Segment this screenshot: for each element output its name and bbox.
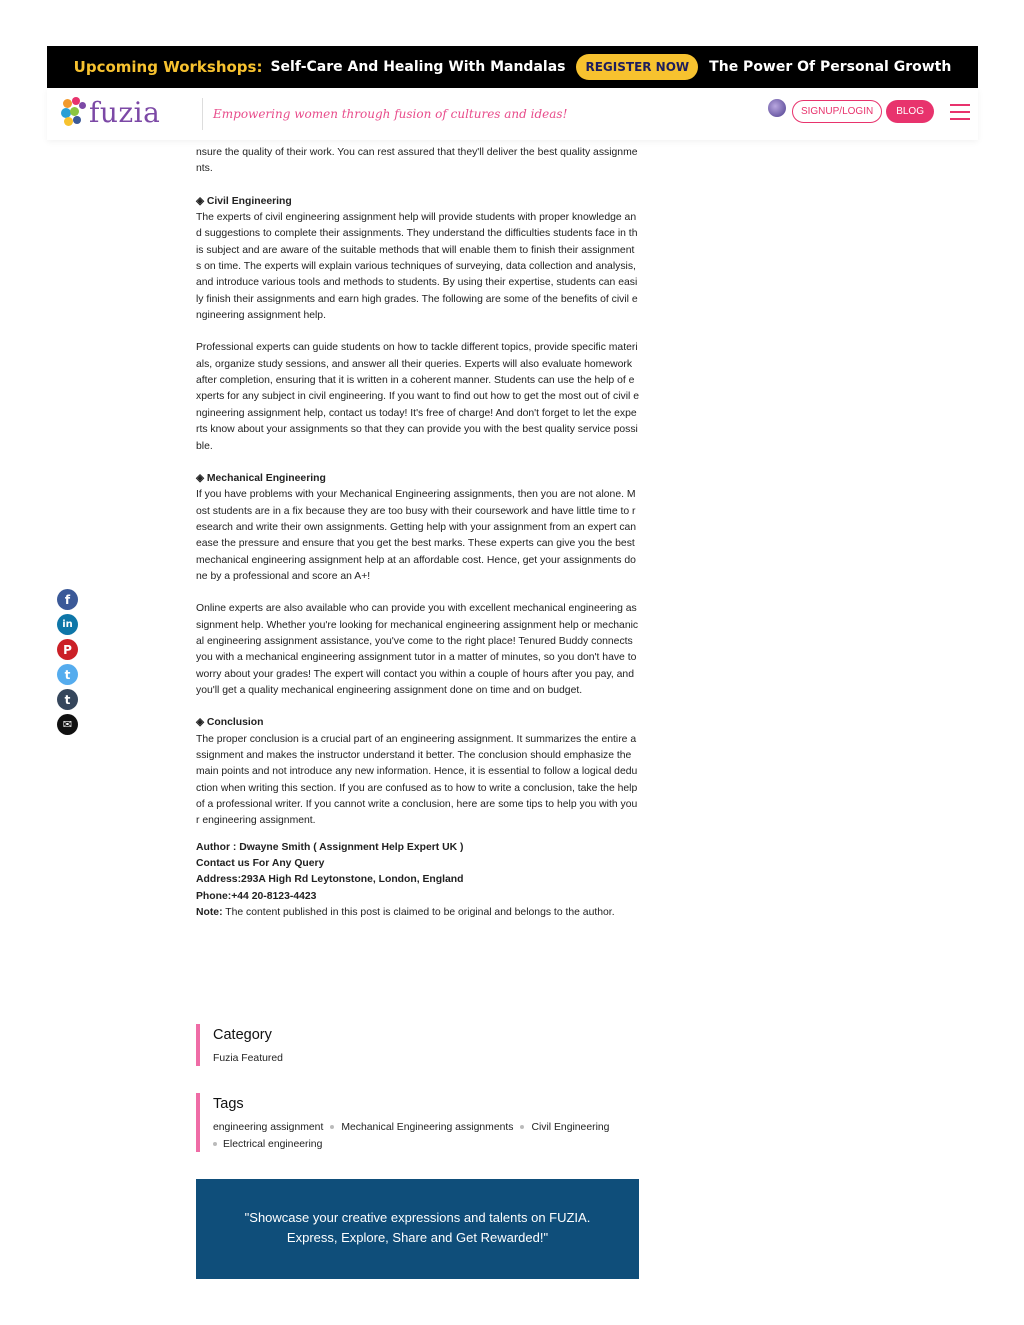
tags-title: Tags [213, 1096, 244, 1112]
tag-list [213, 1120, 633, 1153]
site-logo[interactable] [61, 96, 160, 129]
workshop-link-personal-growth[interactable]: The Power Of Personal Growth [709, 59, 952, 75]
section-heading-conclusion: ◈ Conclusion [196, 717, 264, 729]
tag-separator [520, 1125, 524, 1129]
tags-section [196, 1093, 633, 1152]
site-tagline: Empowering women through fusion of cultures and ideas! [213, 107, 568, 121]
facebook-icon[interactable]: f [57, 589, 78, 610]
section-heading-mechanical: ◈ Mechanical Engineering [196, 472, 326, 484]
article-paragraph: Online experts are also available who can provide you with excellent mechanical engineering assignment help. Whether you're looking for mechanical engineering assignment help or mechanical engineering assignment assistance, you've come to the right place! Tenured Buddy connects you with a mechanical engineering assignment tutor in a matter of minutes, so you don't have to worry about your grades! The expert will contact you within a couple of hours after you pay, and you'll get a quality mechanical engineering assignment done on time and on budget. [196, 603, 639, 696]
signup-login-button[interactable]: SIGNUP/LOGIN [792, 100, 882, 123]
address-line: Address:293A High Rd Leytonstone, London, England [196, 874, 464, 886]
cta-line-2: Express, Explore, Share and Get Rewarded!" [286, 1230, 549, 1245]
cta-line-1: "Showcase your creative expressions and talents on FUZIA. [244, 1210, 591, 1225]
article-body [196, 145, 639, 921]
pinterest-icon[interactable]: P [57, 639, 78, 660]
note-text: The content published in this post is claimed to be original and belongs to the author. [222, 907, 615, 919]
article-paragraph: nsure the quality of their work. You can rest assured that they'll deliver the best quality assignments. [196, 147, 638, 175]
linkedin-icon[interactable]: in [57, 614, 78, 635]
article-paragraph: The proper conclusion is a crucial part of an engineering assignment. It summarizes the entire assignment and makes the instructor understand it better. The conclusion should emphasize the main points and not introduce any new information. Hence, it is essential to follow a logical deduction when writing this section. If you are confused as to how to write a conclusion, take the help of a professional writer. If you cannot write a conclusion, here are some tips to help you with your engineering assignment. [196, 733, 638, 827]
article-paragraph: If you have problems with your Mechanical Engineering assignments, then you are not alone. Most students are in a fix because they are too busy with their coursework and have little time to research and write their own assignments. Getting help with your assignment from an expert can ease the pressure and ensure that you get the best marks. These experts can give you the best mechanical engineering assignment help at an affordable cost. Hence, get your assignments done by a professional and score an A+! [196, 489, 637, 582]
category-section [196, 1024, 283, 1066]
twitter-icon[interactable]: t [57, 664, 78, 685]
tumblr-icon[interactable]: t [57, 689, 78, 710]
article-paragraph: The experts of civil engineering assignment help will provide students with proper knowledge and suggestions to complete their assignments. They understand the difficulties students face in this subject and are aware of the suitable methods that will enable them to finish their assignments on time. The experts will explain various techniques of surveying, data collection and analysis, and introduce various tools and methods to students. By using their expertise, students can easily finish their assignments and earn high grades. The following are some of the benefits of civil engineering assignment help. [196, 212, 638, 322]
phone-line: Phone:+44 20-8123-4423 [196, 890, 317, 902]
share-bar [57, 589, 78, 735]
tag-separator [330, 1125, 334, 1129]
blog-button[interactable]: BLOG [886, 100, 934, 123]
tag-link[interactable]: Civil Engineering [531, 1122, 610, 1133]
banner-label: Upcoming Workshops: [73, 58, 263, 76]
tag-link[interactable]: Electrical engineering [223, 1138, 323, 1150]
cta-banner[interactable] [196, 1179, 639, 1279]
logo-divider [202, 98, 203, 130]
tag-link[interactable]: Mechanical Engineering assignments [341, 1122, 514, 1133]
email-icon[interactable]: ✉ [57, 714, 78, 735]
header-actions [768, 100, 970, 123]
language-globe-icon[interactable] [768, 99, 786, 117]
logo-wordmark: fuzia [89, 96, 161, 129]
note-label: Note: [196, 907, 223, 919]
fuzia-logo-icon [61, 97, 87, 129]
article-paragraph: Professional experts can guide students on how to tackle different topics, provide specific materials, organize study sessions, and answer all their queries. Experts will also evaluate homework after completion, ensuring that it is written in a coherent manner. Students can use the help of experts for any subject in civil engineering. If you want to find out how to get the most out of civil engineering assignment help, contact us today! It's free of charge! And don't forget to let the experts know about your assignments so that they can provide you with the best quality service possible. [196, 342, 639, 452]
section-heading-civil: ◈ Civil Engineering [196, 195, 292, 207]
tag-link[interactable]: engineering assignment [213, 1122, 324, 1133]
workshop-banner[interactable] [47, 46, 978, 88]
contact-line: Contact us For Any Query [196, 858, 325, 870]
workshop-link-mandalas[interactable]: Self-Care And Healing With Mandalas [270, 59, 566, 75]
category-title: Category [213, 1027, 272, 1043]
category-link[interactable]: Fuzia Featured [213, 1053, 283, 1064]
author-line: Author : Dwayne Smith ( Assignment Help Expert UK ) [196, 841, 464, 853]
note-line [196, 905, 639, 921]
site-header [47, 88, 978, 140]
register-now-button[interactable]: REGISTER NOW [576, 54, 698, 80]
tag-separator [213, 1142, 217, 1146]
menu-hamburger-icon[interactable] [950, 104, 970, 120]
